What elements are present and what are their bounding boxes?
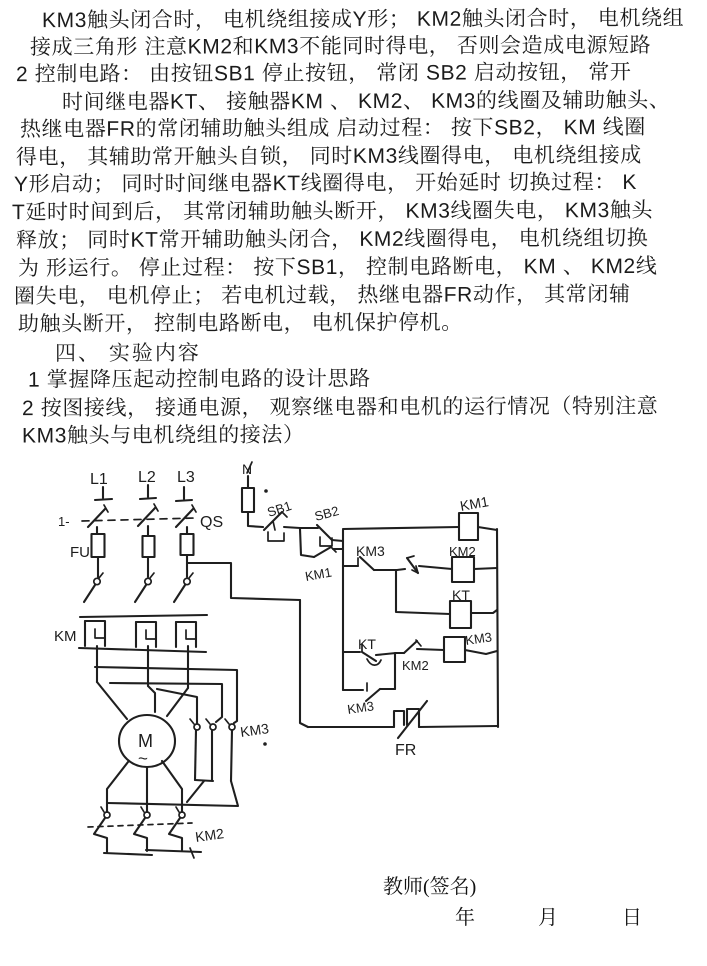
control-feed-wire bbox=[188, 563, 300, 600]
label-km1-aux: KM1 bbox=[303, 564, 333, 584]
label-phase-l3: L3 bbox=[177, 469, 195, 486]
label-fr: FR bbox=[395, 742, 417, 759]
label-sb2: SB2 bbox=[312, 503, 341, 524]
motor-ac-mark: ~ bbox=[138, 749, 148, 768]
label-km2-nc: KM2 bbox=[402, 658, 429, 673]
section-item-1: 1 掌握降压起动控制电路的设计思路 bbox=[27, 367, 371, 392]
label-phase-l1: L1 bbox=[90, 471, 108, 488]
handwritten-line: 接成三角形 注意KM2和KM3不能同时得电， 否则会造成电源短路 bbox=[29, 33, 652, 60]
label-sb1: SB1 bbox=[265, 497, 294, 520]
km-main-contacts bbox=[79, 573, 207, 652]
fr-thermal-contact bbox=[300, 600, 498, 738]
ink-dot bbox=[263, 742, 267, 746]
date-day-label: 日 bbox=[622, 907, 642, 929]
handwritten-line: Y形启动； 同时时间继电器KT线圈得电， 开始延时 切换过程： K bbox=[13, 170, 638, 197]
label-kt-coil: KT bbox=[452, 587, 470, 603]
date-year-label: 年 bbox=[455, 907, 475, 929]
km1-selflock-contact bbox=[300, 529, 343, 557]
handwritten-line: KM3触头闭合时， 电机绕组接成Y形； KM2触头闭合时， 电机绕组 bbox=[41, 6, 685, 33]
label-km3-star: KM3 bbox=[239, 720, 270, 740]
handwritten-line: 时间继电器KT、 接触器KM 、 KM2、 KM3的线圈及辅助触头、 bbox=[61, 88, 671, 115]
motor-symbol bbox=[119, 715, 175, 768]
handwritten-line: 助触头断开， 控制电路断电， 电机保护停机。 bbox=[17, 311, 463, 336]
sb2-button-symbol bbox=[300, 525, 343, 546]
label-phase-l2: L2 bbox=[138, 469, 156, 486]
label-km3-no: KM3 bbox=[356, 543, 385, 559]
label-fu: FU bbox=[70, 544, 90, 561]
label-km3-bypass: KM3 bbox=[346, 698, 375, 717]
qs-switch-symbol bbox=[82, 504, 196, 527]
motor-letter: M bbox=[138, 731, 153, 751]
km2-nc-contact bbox=[396, 640, 444, 653]
teacher-signature-label: 教师(签名) bbox=[383, 876, 477, 898]
motor-wiring bbox=[95, 646, 237, 723]
section-heading: 四、 实验内容 bbox=[54, 341, 201, 366]
label-n: N bbox=[242, 461, 253, 477]
right-control-bus bbox=[497, 529, 498, 727]
handwritten-line: 得电， 其辅助常开触头自锁， 同时KM3线圈得电， 电机绕组接成 bbox=[15, 143, 642, 170]
section-item-2: 2 按图接线， 接通电源， 观察继电器和电机的运行情况（特别注意 bbox=[21, 394, 659, 421]
interlock-contact bbox=[397, 556, 452, 573]
phase-terminals bbox=[95, 485, 192, 501]
handwritten-line: 为 形运行。 停止过程： 按下SB1， 控制电路断电， KM 、 KM2线 bbox=[17, 254, 658, 281]
label-km2-coil: KM2 bbox=[449, 544, 476, 559]
km1-coil bbox=[343, 513, 497, 540]
section-item-2-cont: KM3触头与电机绕组的接法） bbox=[21, 423, 305, 448]
date-month-label: 月 bbox=[538, 907, 558, 929]
km2-coil bbox=[452, 557, 497, 582]
fuse-symbols bbox=[92, 526, 194, 577]
label-km-main: KM bbox=[54, 628, 77, 645]
kt-coil-branch bbox=[396, 570, 497, 628]
handwritten-line: 圈失电， 电机停止； 若电机过载， 热继电器FR动作， 其常闭辅 bbox=[13, 282, 631, 309]
label-km3-coil: KM3 bbox=[464, 629, 493, 648]
handwritten-line: 2 控制电路： 由按钮SB1 停止按钮， 常闭 SB2 启动按钮， 常开 bbox=[15, 60, 632, 87]
label-kt-contact: KT bbox=[358, 636, 376, 652]
km3-bypass-contact bbox=[343, 653, 395, 701]
handwritten-line: 释放； 同时KT常开辅助触头闭合， KM2线圈得电， 电机绕组切换 bbox=[15, 226, 649, 253]
handwritten-line: T延时时间到后， 其常闭辅助触头断开， KM3线圈失电， KM3触头 bbox=[11, 198, 654, 225]
label-km1-coil: KM1 bbox=[458, 493, 490, 514]
handwritten-line: 热继电器FR的常闭辅助触头组成 启动过程： 按下SB2， KM 线圈 bbox=[19, 115, 646, 142]
label-qs: QS bbox=[200, 514, 224, 531]
label-wire-mark: 1- bbox=[58, 514, 70, 529]
km2-delta-contacts bbox=[88, 761, 201, 858]
label-km2-delta: KM2 bbox=[194, 825, 225, 845]
